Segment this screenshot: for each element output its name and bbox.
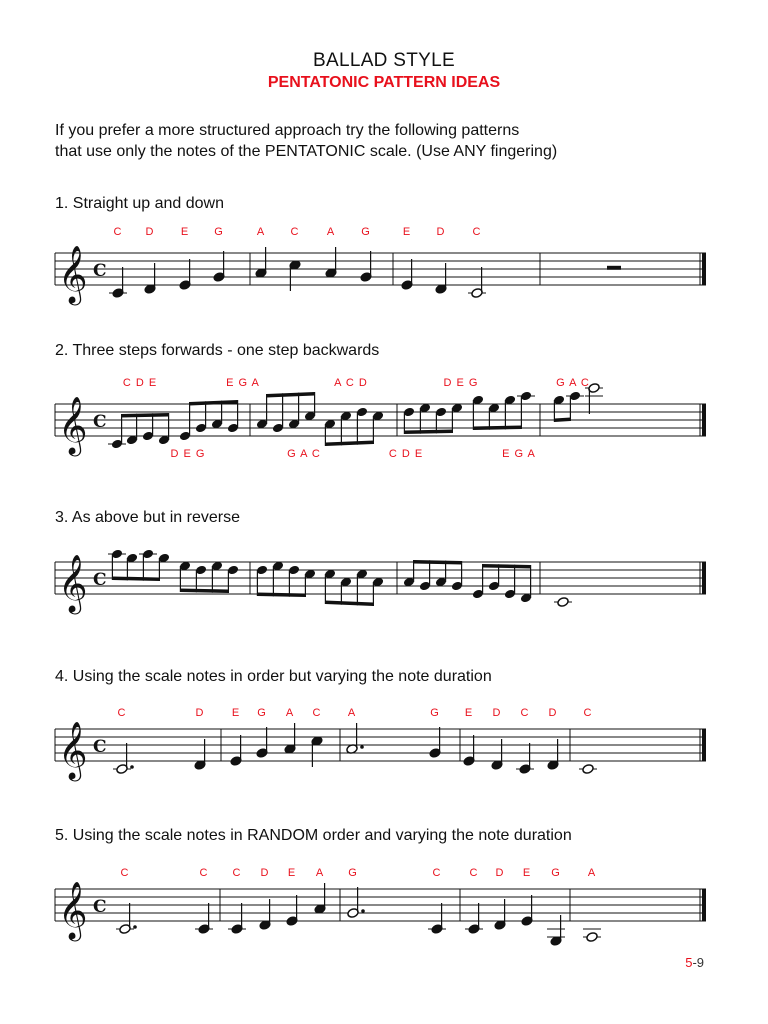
final-barline-thick [702,562,706,594]
note-letter: E [180,226,190,238]
note-dot [361,909,365,913]
final-barline-thick [702,889,706,921]
note-letter: G A C [556,377,590,389]
note-letter: C [469,867,479,879]
exercise-5-heading: 5. Using the scale notes in RANDOM order and varying the note duration [55,827,572,844]
final-barline-thick [702,729,706,761]
note-head [557,597,569,608]
note-head [582,764,594,775]
note-beam [554,418,570,423]
note-letter: A [587,867,597,879]
note-letter: C [472,226,482,238]
note-beam [190,400,238,406]
note-beam [267,392,315,398]
note-letter: G [348,867,358,879]
treble-clef-icon: 𝄞 [58,881,88,939]
note-letter: A C D [334,377,368,389]
treble-clef-icon: 𝄞 [58,554,88,612]
note-letter: C [120,867,130,879]
note-head [586,932,598,943]
page-subtitle: PENTATONIC PATTERN IDEAS [267,74,501,91]
time-signature: C [93,737,107,757]
note-letter: C [290,226,300,238]
note-letter: E [402,226,412,238]
final-barline-thick [702,404,706,436]
note-letter: D [145,226,155,238]
exercise-4-heading: 4. Using the scale notes in order but varying the note duration [55,668,492,685]
time-signature: C [93,412,107,432]
exercise-1-heading: 1. Straight up and down [55,195,225,212]
note-beam [404,430,452,435]
note-letter: G [551,867,561,879]
note-letter: C D E [388,448,424,460]
note-beam [180,589,228,594]
note-letter: C [199,867,209,879]
note-dot [130,765,134,769]
note-dot [133,925,137,929]
note-letter: D [495,867,505,879]
note-letter: A [347,707,357,719]
time-signature: C [93,570,107,590]
note-beam [325,441,373,447]
note-beam [257,593,305,598]
note-letter: C [583,707,593,719]
note-letter: D [260,867,270,879]
treble-clef-icon: 𝄞 [58,396,88,454]
note-letter: D E G [443,377,479,389]
intro-line-1: If you prefer a more structured approach try the following patterns [55,122,520,139]
note-beam [414,560,462,565]
note-letter: C [113,226,123,238]
note-letter: C [432,867,442,879]
note-letter: E [287,867,297,879]
note-letter: C D E [122,377,158,389]
note-letter: D [492,707,502,719]
note-letter: G [430,707,440,719]
note-dot [360,745,364,749]
note-letter: E [522,867,532,879]
whole-rest-icon [607,266,621,270]
note-letter: E G A [502,448,536,460]
page-number-chapter: 5 [685,955,693,970]
note-letter: D [195,707,205,719]
note-letter: C [312,707,322,719]
time-signature: C [93,261,107,281]
note-letter: D E G [170,448,206,460]
note-letter: E G A [226,377,260,389]
page-number [685,955,704,970]
page-number-rest: -9 [692,955,704,970]
treble-clef-icon: 𝄞 [58,245,88,303]
page-title: BALLAD STYLE [313,50,455,71]
note-letter: G [214,226,224,238]
note-letter: A [256,226,266,238]
note-letter: A [285,707,295,719]
note-letter: C [520,707,530,719]
note-letter: G A C [287,448,321,460]
note-beam [473,426,521,431]
note-letter: A [326,226,336,238]
time-signature: C [93,897,107,917]
intro-line-2: that use only the notes of the PENTATONIC scale. (Use ANY fingering) [55,143,558,160]
note-letter: E [464,707,474,719]
note-letter: D [436,226,446,238]
note-letter: C [117,707,127,719]
note-letter: D [548,707,558,719]
note-letter: G [257,707,267,719]
note-letter: E [231,707,241,719]
note-beam [112,577,159,582]
exercise-2-heading: 2. Three steps forwards - one step backwards [55,342,380,359]
note-beam [483,564,531,569]
note-letter: C [232,867,242,879]
note-letter: G [361,226,371,238]
note-letter: A [315,867,325,879]
note-beam [325,601,373,607]
exercise-3-heading: 3. As above but in reverse [55,509,240,526]
final-barline-thick [702,253,706,285]
note-beam [122,413,169,418]
treble-clef-icon: 𝄞 [58,721,88,779]
